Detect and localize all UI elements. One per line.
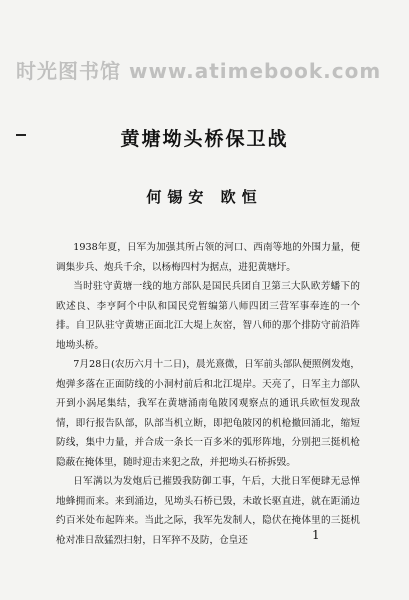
page-number: 1 (312, 528, 320, 542)
watermark: 时光图书馆 www.atimebook.com (16, 58, 382, 83)
paragraph: 7月28日(农历六月十二日)，晨光熹微，日军前头部队便照例发炮，炮弹多落在正面防线的小洞村前后和北江堤岸。天亮了，日军主力部队开到小涡尾集结，我军在黄塘涌南龟陂冈观察点的通讯兵欧恒发现敌情，即行报告队部，队部当机立断，即把龟陂冈的机枪撤回涌北，缩短防线，集中力量，并合成一条长一百多米的弧形阵地，分别把三挺机枪隐蔽在掩体里，随时迎击来犯之敌，并把坳头石桥拆毁。 (56, 359, 360, 468)
body-text (56, 238, 360, 550)
author-line: 何锡安 欧恒 (146, 188, 263, 206)
paragraph: 1938年夏，日军为加强其所占领的河口、西南等地的外围力量，便调集步兵、炮兵千余，以杨梅四村为据点，进犯黄塘圩。 (56, 242, 360, 273)
paragraph: 当时驻守黄塘一线的地方部队是国民兵团自卫第三大队欧芳蟠下的欧述良、李亨阿个中队和国民党暂编第八师四团三营军事奉连的一个排。自卫队驻守黄塘正面北江大堤上灰窑，智八师的那个排防守前沿阵地坳头桥。 (56, 281, 360, 351)
chapter-title: 黄塘坳头桥保卫战 (120, 128, 289, 150)
paragraph: 日军满以为发炮后已摧毁我防御工事，午后，大批日军便肆无忌惮地蜂拥而来。来到涌边，见坳头石桥已毁，未敢长驱直进，就在距涌边约百米处布起阵来。当此之际，我军先发制人，隐伏在掩体里的三挺机枪对准日敌猛烈扫射，日军猝不及防，仓皇还 (56, 476, 360, 546)
